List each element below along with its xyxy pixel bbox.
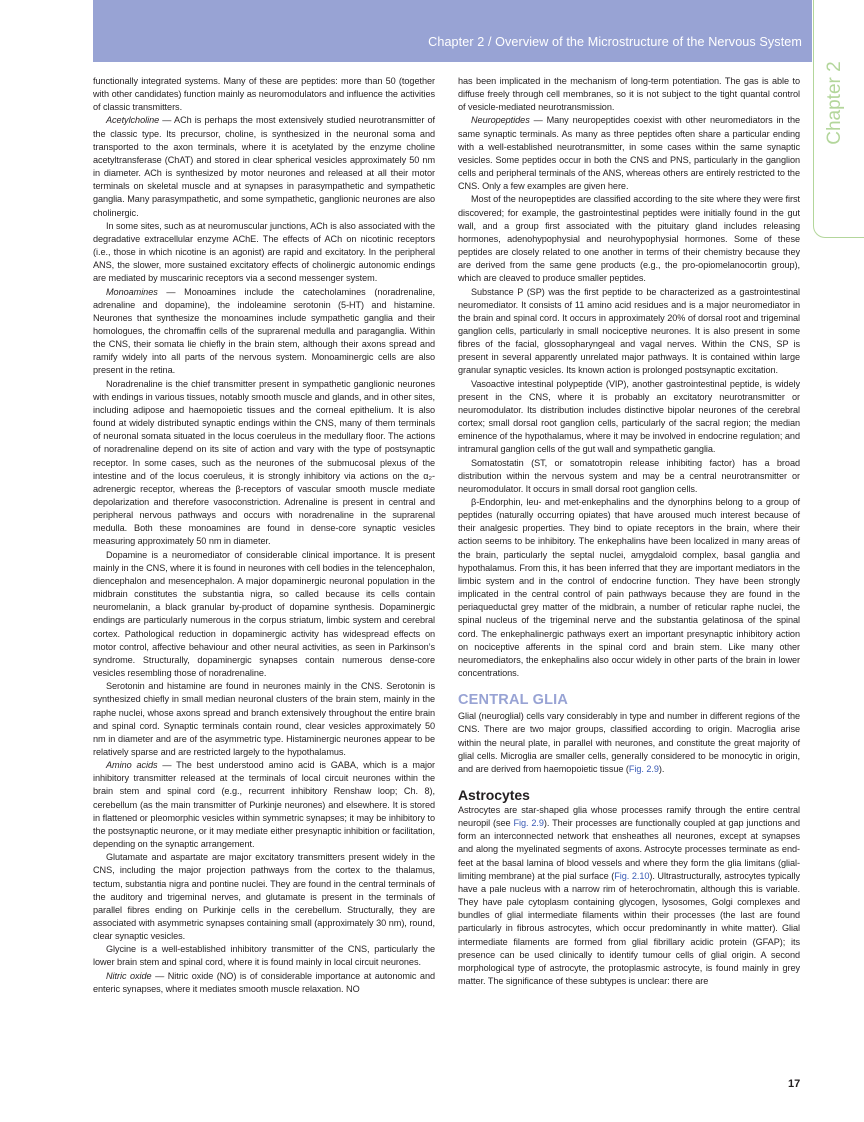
text-run: Most of the neuropeptides are classified according to the site where they were first discovered; for example, the gastrointestinal peptides were initially found in the gut wall, and a group first associated with the pituitary gland includes releasing hormones, adenohypophysial and neurohypophysial hormones. Some of these peptides are closely related to one another in terms of their chemistry because they are derived from the same gene products (e.g., the pro-opiomelanocortin group), which are cleaved to produce smaller peptides. (458, 194, 800, 284)
paragraph (93, 943, 435, 969)
text-run: Substance P (SP) was the first peptide to be characterized as a gastrointestinal neuromediator. It consists of 11 amino acid residues and is a major neuromediator in the brain and spinal cord. It occurs in approximately 20% of dorsal root and trigeminal ganglion cells, particularly in small nociceptive neurones. It is also present in some fibres of the facial, glossopharyngeal and vagal nerves. Within the CNS, SP is present in several apparently unrelated major pathways. It is contained within large granular synaptic vesicles. Its known action is prolonged postsynaptic excitation. (458, 286, 800, 376)
paragraph (458, 286, 800, 378)
text-run: — Nitric oxide (NO) is of considerable importance at autonomic and enteric synapses, where it mediates smooth muscle relaxation. NO (93, 970, 436, 994)
right-column (458, 75, 800, 988)
paragraph (93, 114, 435, 219)
text-run: In some sites, such as at neuromuscular junctions, ACh is also associated with the degradative extracellular enzyme AChE. The effects of ACh on nicotinic receptors (i.e., those in which nicotine is an agonist) are rapid and excitatory. In the peripheral ANS, the slower, more sustained excitatory effects of cholinergic autonomic endings are mediated by muscarinic receptors via a second messenger system. (93, 220, 435, 284)
paragraph (458, 193, 800, 285)
run-in-heading: Neuropeptides (471, 115, 530, 126)
paragraph (93, 759, 435, 851)
section-heading (458, 692, 800, 709)
text-run: Glial (neuroglial) cells vary considerably in type and number in different regions of the CNS. There are two major groups, classified according to origin. Macroglia arise within the neural plate, in parallel with neurones, and constitute the great majority of glial cells. Microglia are smaller cells, generally considered to be monocytic in origin, and are derived from haemopoietic tissue ( (458, 711, 800, 774)
run-in-heading: Monoamines (106, 286, 158, 297)
paragraph (93, 851, 435, 943)
page-number: 17 (788, 1078, 801, 1090)
paragraph (93, 378, 435, 549)
running-header-title: Chapter 2 / Overview of the Microstructure of the Nervous System (428, 35, 802, 49)
paragraph (458, 457, 800, 496)
paragraph (458, 804, 800, 988)
figure-reference-link[interactable]: Fig. 2.9 (628, 763, 659, 774)
run-in-heading: Nitric oxide (106, 970, 152, 981)
paragraph (93, 680, 435, 759)
paragraph (458, 378, 800, 457)
text-run: Glycine is a well-established inhibitory transmitter of the CNS, particularly the lower brain stem and spinal cord, where it is found mainly in local circuit neurones. (93, 944, 435, 968)
text-run: Astrocytes are star-shaped glia whose processes ramify through the entire central neuropil (see (458, 804, 800, 829)
text-run: β-Endorphin, leu- and met-enkephalins and the dynorphins belong to a group of peptides (naturally occurring opiates) that have aroused much interest because of their analgesic properties. They bind to opiate receptors in the brain, where their action seems to be inhibitory. The enkephalins have been localized in many areas of the brain, particularly the septal nuclei, amygdaloid complex, basal ganglia and hypothalamus. From this, it has been inferred that they are important mediators in the limbic system and in the control of endocrine function. They have been strongly implicated in the central control of pain pathways because they are found in the periaqueductal grey matter of the midbrain, a number of reticular raphe nuclei, the spinal nucleus of the trigeminal nerve and the substantia gelatinosa of the spinal cord. The enkephalinergic pathways exert an important presynaptic inhibitory action on nociceptive afferents in the spinal cord and brain stem. Like many other neuromediators, the enkephalins also occur widely in other parts of the brain in lower concentrations. (458, 497, 800, 679)
text-run: Dopamine is a neuromediator of considerable clinical importance. It is present mainly in the CNS, where it is found in neurones with cell bodies in the telencephalon, diencephalon and mesencephalon. A major dopaminergic neuronal population in the midbrain constitutes the substantia nigra, so called because its cells contain neuromelanin, a black granular by-product of dopamine synthesis. Dopaminergic endings are particularly numerous in the corpus striatum, limbic system and cerebral cortex. Pathological reduction in dopaminergic activity has widespread effects on motor control, affective behaviour and other neural activities, as seen in Parkinson’s syndrome. Structurally, dopaminergic synapses contain numerous dense-core vesicles resembling those of noradrenaline. (93, 549, 435, 679)
paragraph (458, 114, 800, 193)
text-run: Astrocytes (458, 786, 530, 803)
figure-reference-link[interactable]: Fig. 2.9 (513, 818, 544, 829)
run-in-heading: Acetylcholine (106, 115, 160, 126)
text-run: Vasoactive intestinal polypeptide (VIP), another gastrointestinal peptide, is widely present in the CNS, where it is probably an excitatory neurotransmitter or neuromodulator. Its distribution includes distinctive bipolar neurones of the cerebral cortex; small dorsal root ganglion cells, particularly of the sacral region; the median eminence of the hypothalamus, where it may be involved in endocrine regulation; and intramural ganglion cells of the gut wall and sympathetic ganglia. (458, 378, 800, 455)
text-run: ). Ultrastructurally, astrocytes typically have a pale nucleus with a narrow rim of heterochromatin, although this is variable. They have pale cytoplasm containing glycogen, lysosomes, Golgi complexes and bundles of glial intermediate filaments within their processes (the last are found particularly in fibrous astrocytes, which occur predominantly in white matter). Glial intermediate filaments are formed from glial fibrillary acidic protein (GFAP); its presence can be used clinically to identify tumour cells of glial origin. A second morphological type of astrocyte, the protoplasmic astrocyte, is found mainly in grey matter. The significance of these subtypes is unclear: there are (458, 870, 800, 986)
figure-reference-link[interactable]: Fig. 2.10 (614, 870, 650, 881)
text-run: — Many neuropeptides coexist with other neuromediators in the same synaptic terminals. As many as three peptides often share a particular ending with a well-established neurotransmitter, in some cases within the same synaptic vesicles. Some peptides occur in both the CNS and PNS, particularly in the ganglion cells and peripheral terminals of the ANS, whereas others are entirely restricted to the CNS. Only a few examples are given here. (458, 115, 800, 192)
text-run: ). (658, 763, 665, 774)
text-run: — Monoamines include the catecholamines (noradrenaline, adrenaline and dopamine), the indoleamine serotonin (5-HT) and histamine. Neurones that synthesize the monoamines include sympathetic ganglia and their homologues, the chromaffin cells of the suprarenal medulla and paraganglia. Within the CNS, their somata lie chiefly in the brain stem, although their axons spread and ramify widely into all parts of the nervous system. Monoaminergic cells are also present in the retina. (93, 286, 435, 376)
text-run: CENTRAL GLIA (458, 692, 569, 709)
text-run: Serotonin and histamine are found in neurones mainly in the CNS. Serotonin is synthesized chiefly in small median neuronal clusters of the brain stem, mainly in the raphe nuclei, whose axons spread and branch extensively throughout the entire brain and spinal cord. Synaptic terminals contain round, clear vesicles approximately 50 nm in diameter and are of the asymmetric type. Histaminergic neurones appear to be relatively sparse and are restricted largely to the hypothalamus. (93, 681, 435, 757)
paragraph (93, 970, 435, 996)
paragraph (458, 710, 800, 776)
text-run: — The best understood amino acid is GABA, which is a major inhibitory transmitter released at the terminals of local circuit neurones within the brain stem and spinal cord (e.g., recurrent inhibitory Renshaw loop; Ch. 8), cerebellum (as the main transmitter of Purkinje neurones) and elsewhere. It is stored in flattened or pleomorphic vesicles within symmetric synapses; it may be inhibitory to the postsynaptic neurone, or it may mediate either presynaptic inhibition or facilitation, depending on the synaptic arrangement. (93, 760, 435, 850)
paragraph (93, 286, 435, 378)
left-column (93, 75, 435, 996)
paragraph (93, 75, 435, 114)
subsection-heading (458, 787, 800, 804)
paragraph (458, 75, 800, 114)
running-header (93, 0, 812, 62)
paragraph (93, 549, 435, 681)
text-run: Noradrenaline is the chief transmitter present in sympathetic ganglionic neurones with endings in various tissues, notably smooth muscle and glands, and in other sites, including adipose and haemopoietic tissues and the corneal epithelium. It is also found at widely distributed synaptic endings within the CNS, many of them terminals of neuronal somata situated in the locus coeruleus in the medullary floor. The actions of noradrenaline depend on its site of action and vary with the type of postsynaptic receptor. In some cases, such as the neurones of the submucosal plexus of the intestine and of the locus coeruleus, it is strongly inhibitory via actions on the α₂-adrenergic receptor, whereas the β-receptors of vascular smooth muscle mediate depolarization and therefore vasoconstriction. Adrenaline is present in central and peripheral nervous pathways and occurs with noradrenaline in the suprarenal medulla. Both these monoamines are found in dense-core synaptic vesicles measuring approximately 50 nm in diameter. (93, 378, 435, 547)
paragraph (93, 220, 435, 286)
text-run: ). Their processes are functionally coupled at gap junctions and form an interconnected network that ensheathes all neurones, except at synapses and along the myelinated segments of axons. Astrocyte processes terminate as end-feet at the basal lamina of blood vessels and where they form the glia limitans (glial-limiting membrane) at the pial surface ( (458, 818, 800, 881)
run-in-heading: Amino acids (106, 760, 158, 771)
paragraph (458, 496, 800, 680)
text-run: has been implicated in the mechanism of long-term potentiation. The gas is able to diffuse freely through cell membranes, so it is not subject to the tight quantal control of vesicle-mediated neurotransmission. (458, 76, 800, 113)
text-run: Somatostatin (ST, or somatotropin release inhibiting factor) has a broad distribution within the nervous system and may be a central neurotransmitter or neuromodulator. It occurs in small dorsal root ganglion cells. (458, 457, 800, 494)
text-run: functionally integrated systems. Many of these are peptides: more than 50 (together with other candidates) function mainly as neuromodulators and influence the activities of classic transmitters. (93, 76, 435, 113)
chapter-tab (813, 0, 864, 238)
text-run: Glutamate and aspartate are major excitatory transmitters present widely in the CNS, including the major projection pathways from the cortex to the thalamus, tectum, substantia nigra and pontine nuclei. They are found in the central terminals of the auditory and trigeminal nerves, and glutamate is present in the terminals of parallel fibres ending on Purkinje cells in the cerebellum. Structurally, they are associated with asymmetric synapses containing small (approximately 30 nm), round, clear synaptic vesicles. (93, 852, 435, 942)
chapter-tab-label: Chapter 2 (824, 61, 845, 145)
text-run: — ACh is perhaps the most extensively studied neurotransmitter of the classic type. Its precursor, choline, is synthesized in the neuronal soma and transported to the axon terminals, where it is acetylated by the enzyme choline acetyltransferase (ChAT) and stored in clear spherical vesicles approximately 50 nm in diameter. ACh is synthesized by motor neurones and released at all their motor terminals on skeletal muscle and at synapses in parasympathetic and sympathetic ganglia. Many parasympathetic, and some sympathetic, ganglionic neurones are also cholinergic. (93, 115, 435, 218)
